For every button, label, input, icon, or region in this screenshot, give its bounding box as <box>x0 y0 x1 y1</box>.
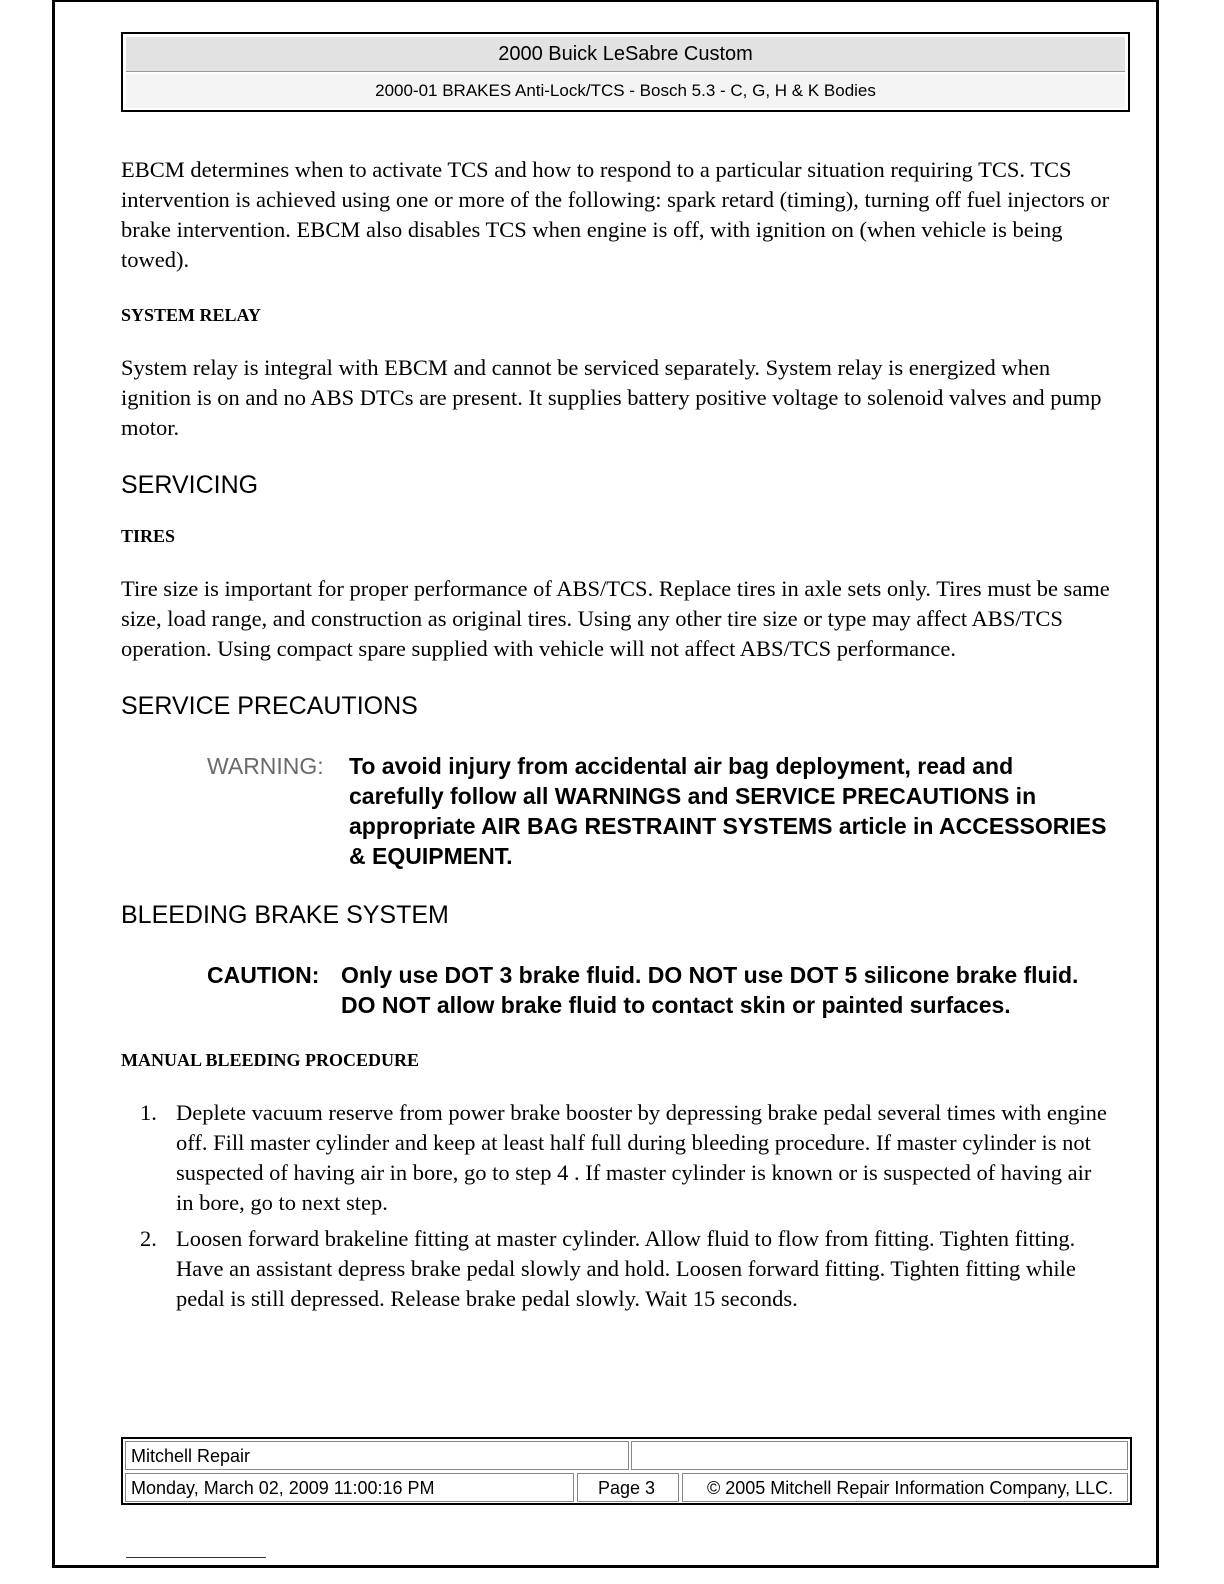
page-border-right <box>1156 0 1159 1568</box>
page-border-left <box>52 0 55 1568</box>
footer-copyright: © 2005 Mitchell Repair Information Company, LLC. <box>682 1473 1128 1502</box>
step-number: 1. <box>140 1100 157 1125</box>
warning-text: To avoid injury from accidental air bag deployment, read and carefully follow all WARNINGS and SERVICE PRECAUTIONS in appropriate AIR BAG RESTRAINT SYSTEMS article in ACCESSORIES & EQUIPMENT. <box>349 753 1107 869</box>
page-border-top <box>52 0 1159 2</box>
system-relay-heading: SYSTEM RELAY <box>121 305 261 325</box>
system-relay-text: System relay is integral with EBCM and cannot be serviced separately. System relay is energized when ignition is on and no ABS DTCs are present. It supplies battery positive voltage to solenoid valves and pump motor. <box>121 355 1102 440</box>
intro-paragraph: EBCM determines when to activate TCS and how to respond to a particular situation requiring TCS. TCS intervention is achieved using one or more of the following: spark retard (timing), turning off fuel injectors or brake intervention. EBCM also disables TCS when engine is off, with ignition on (when vehicle is being towed). <box>121 157 1110 272</box>
manual-bleeding-heading: MANUAL BLEEDING PROCEDURE <box>121 1050 420 1070</box>
caution-label: CAUTION: <box>207 962 320 988</box>
document-footer <box>121 1437 1132 1505</box>
warning-notice <box>121 751 1111 871</box>
bleeding-heading: BLEEDING BRAKE SYSTEM <box>121 901 449 929</box>
list-item <box>121 1098 1111 1218</box>
caution-notice <box>121 960 1111 1020</box>
caution-text: Only use DOT 3 brake fluid. DO NOT use DOT 5 silicone brake fluid. DO NOT allow brake fluid to contact skin or painted surfaces. <box>341 962 1079 1018</box>
page-border-bottom <box>52 1565 1159 1568</box>
servicing-heading: SERVICING <box>121 471 259 499</box>
list-item <box>121 1224 1111 1314</box>
bleeding-steps <box>121 1098 1111 1314</box>
footer-page-number: Page 3 <box>577 1473 679 1502</box>
footer-stub-line <box>126 1557 266 1558</box>
document-title: 2000 Buick LeSabre Custom <box>126 37 1125 72</box>
tires-text: Tire size is important for proper performance of ABS/TCS. Replace tires in axle sets only. Tires must be same size, load range, and construction as original tires. Using any other tire size or type may affect ABS/TCS operation. Using compact spare supplied with vehicle will not affect ABS/TCS performance. <box>121 576 1110 661</box>
document-subtitle: 2000-01 BRAKES Anti-Lock/TCS - Bosch 5.3 - C, G, H & K Bodies <box>126 74 1125 108</box>
step-text: Loosen forward brakeline fitting at master cylinder. Allow fluid to flow from fitting. Tighten fitting. Have an assistant depress brake pedal slowly and hold. Loosen forward fitting. Tighten fitting while pedal is still depressed. Release brake pedal slowly. Wait 15 seconds. <box>176 1226 1076 1311</box>
document-header <box>121 32 1130 112</box>
footer-datetime: Monday, March 02, 2009 11:00:16 PM <box>125 1473 574 1502</box>
step-number: 2. <box>140 1226 157 1251</box>
document-body <box>121 155 1111 1320</box>
warning-label: WARNING: <box>207 753 324 779</box>
step-text: Deplete vacuum reserve from power brake booster by depressing brake pedal several times with engine off. Fill master cylinder and keep at least half full during bleeding procedure. If master cylinder is not suspected of having air in bore, go to step 4 . If master cylinder is known or is suspected of having air in bore, go to next step. <box>176 1100 1107 1215</box>
service-precautions-heading: SERVICE PRECAUTIONS <box>121 692 418 720</box>
footer-empty-cell <box>631 1441 1128 1470</box>
footer-source: Mitchell Repair <box>125 1441 629 1470</box>
tires-heading: TIRES <box>121 526 176 546</box>
